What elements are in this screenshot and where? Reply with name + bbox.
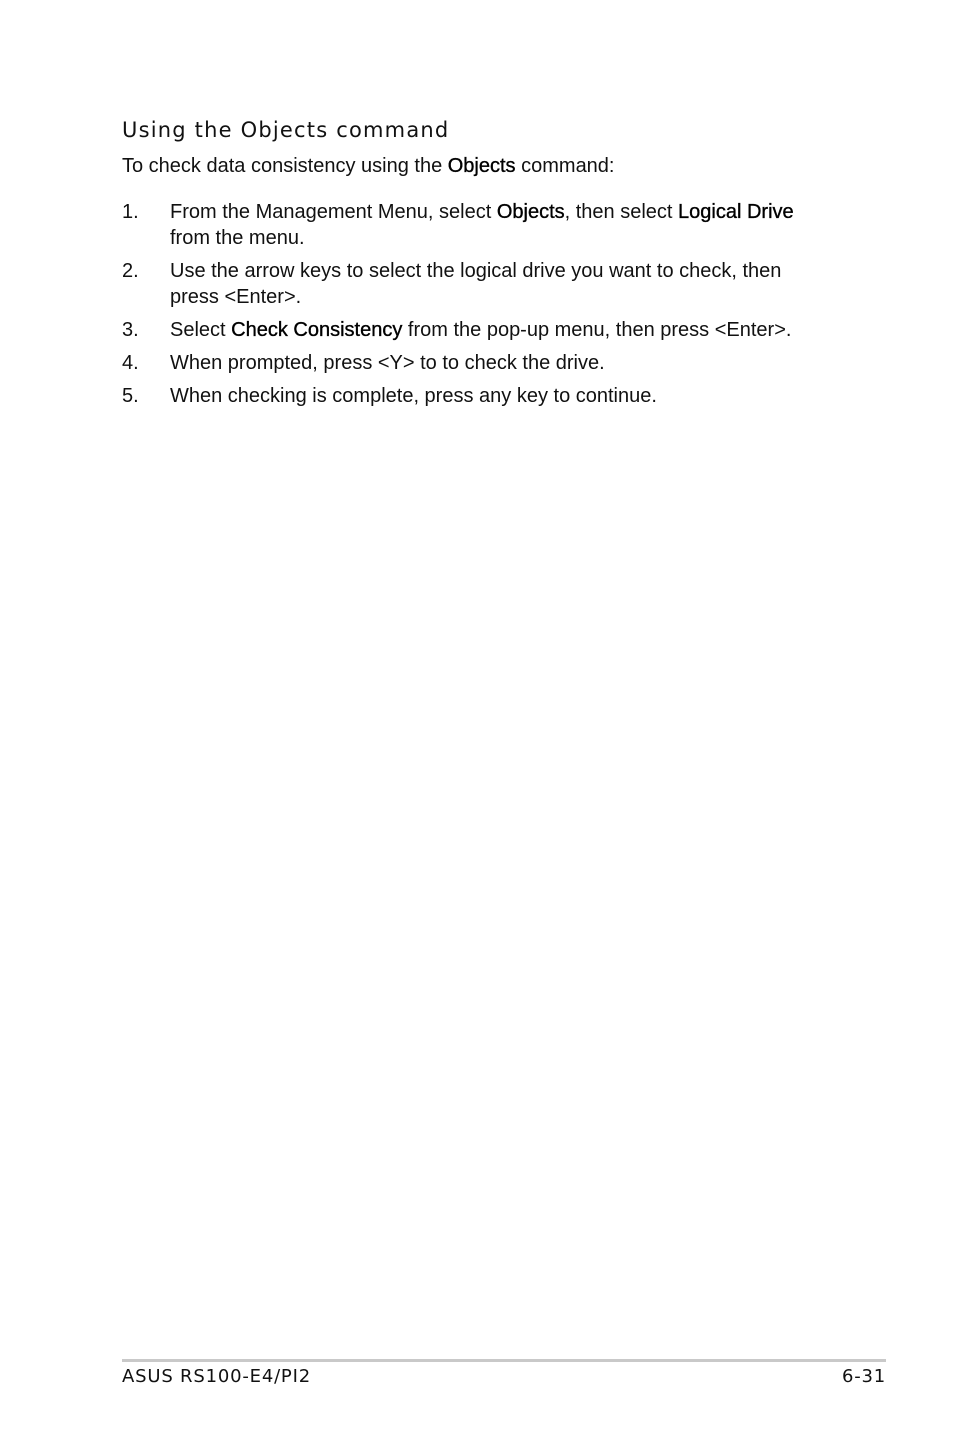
step-1-keyword-logical-drive: Logical Drive [678,201,794,223]
step-4-number: 4. [122,352,139,374]
step-2-line-1: Use the arrow keys to select the logical drive you want to check, then [170,260,782,282]
intro-keyword-objects: Objects [447,155,516,177]
step-1-line-1 [170,199,842,225]
section-heading: Using the Objects command [122,118,450,142]
step-1-text-before: From the Management Menu, select [170,201,497,223]
step-2-number: 2. [122,260,139,282]
step-5 [122,383,842,409]
step-4 [122,350,842,376]
step-1-keyword-objects: Objects [496,201,565,223]
step-1-line-2: from the menu. [170,227,305,249]
step-4-line: When prompted, press <Y> to to check the drive. [170,352,605,374]
step-2-line-2: press <Enter>. [170,286,302,308]
step-3 [122,317,842,343]
step-3-number: 3. [122,319,139,341]
intro-text-after: command: [515,155,615,177]
footer-divider [122,1359,886,1362]
step-5-number: 5. [122,385,139,407]
step-3-text-after: from the pop-up menu, then press <Enter>. [402,319,792,341]
step-2 [122,258,842,310]
step-5-line: When checking is complete, press any key to continue. [170,385,657,407]
step-3-text-before: Select [170,319,232,341]
intro-paragraph [122,153,615,179]
step-1 [122,199,842,251]
step-3-keyword-check-consistency: Check Consistency [231,319,403,341]
step-1-text-mid: , then select [564,201,679,223]
step-1-number: 1. [122,201,139,223]
step-3-line [170,317,842,343]
intro-text-before: To check data consistency using the [122,155,448,177]
footer-product-name: ASUS RS100-E4/PI2 [122,1366,311,1387]
footer-page-number: 6-31 [841,1366,886,1387]
steps-list [122,199,842,416]
